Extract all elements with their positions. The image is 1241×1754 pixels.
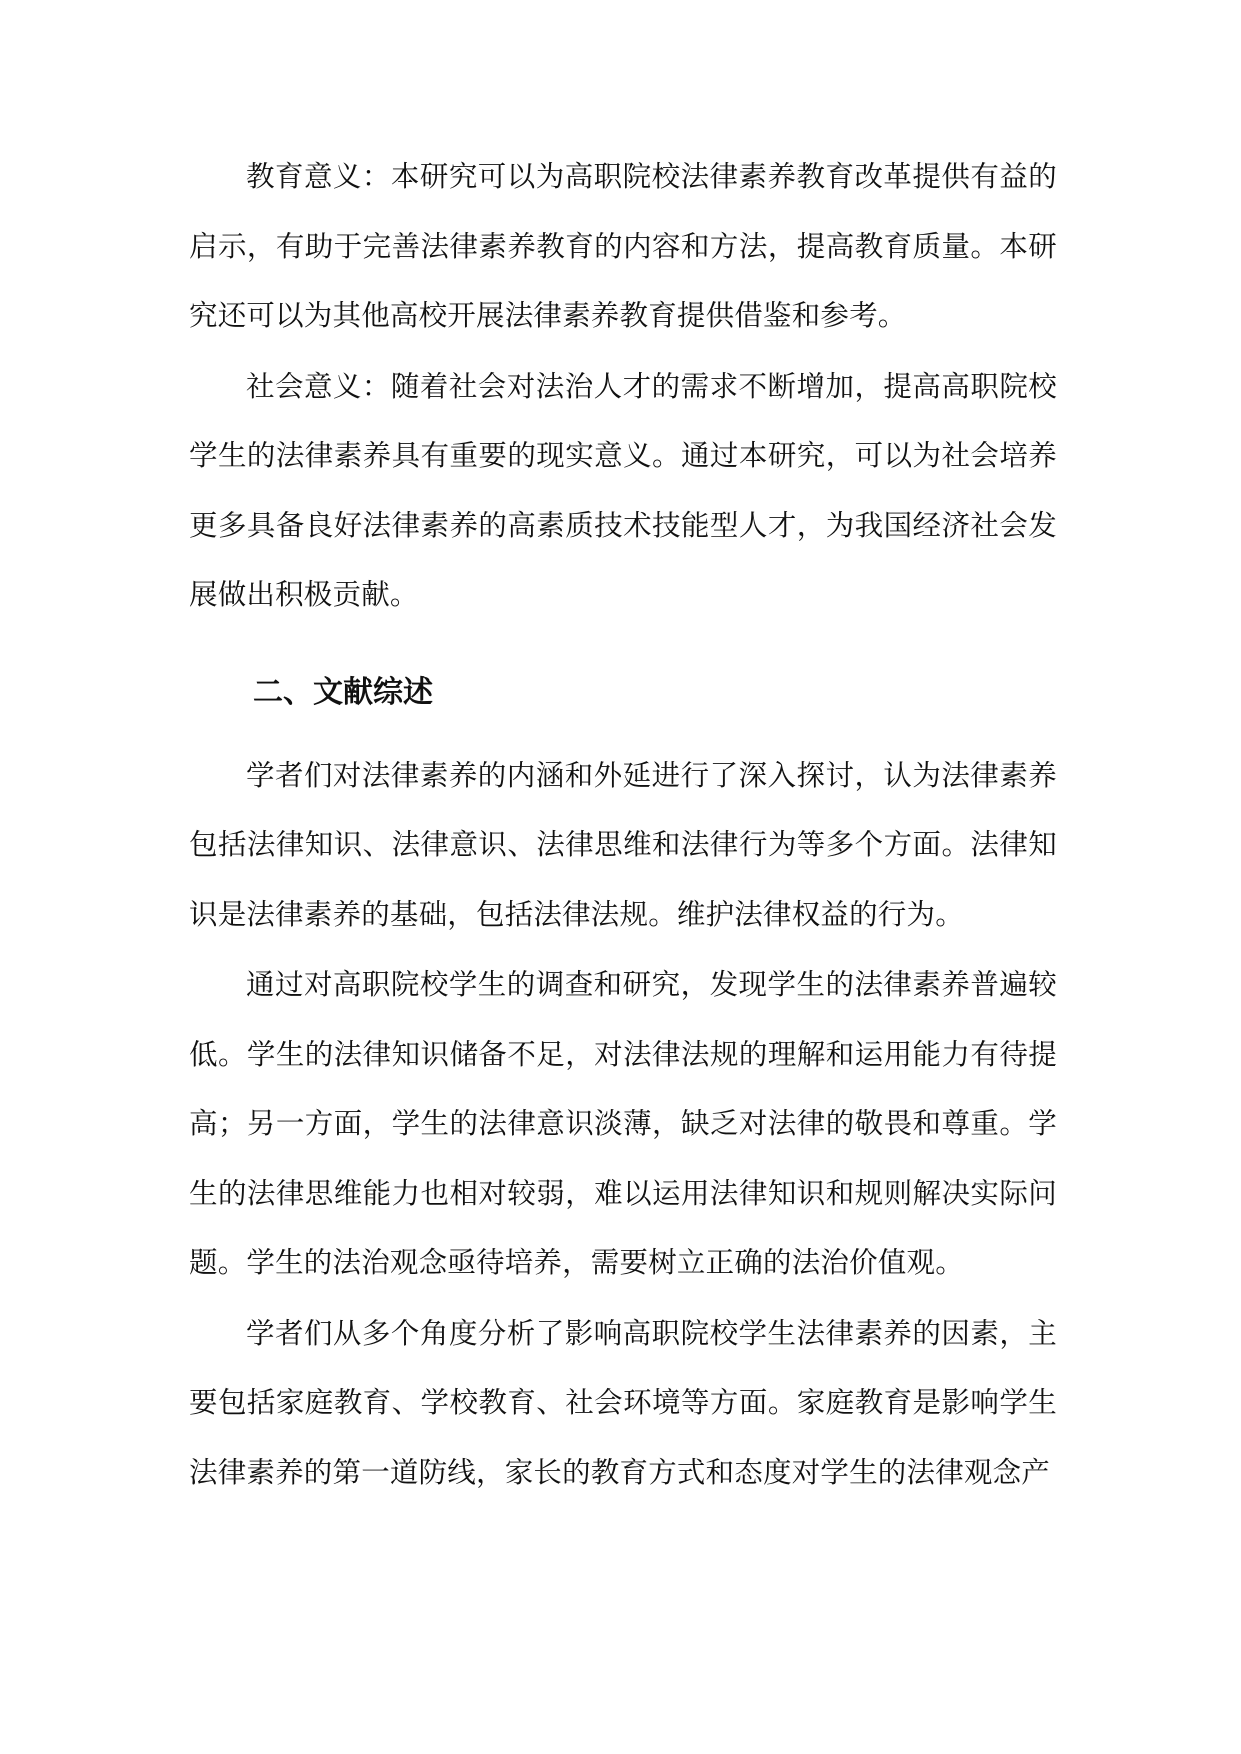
- paragraph-educational-significance: 教育意义：本研究可以为高职院校法律素养教育改革提供有益的启示，有助于完善法律素养教育的内容和方法，提高教育质量。本研究还可以为其他高校开展法律素养教育提供借鉴和参考。: [189, 160, 1057, 332]
- paragraph-legal-literacy-definition: 学者们对法律素养的内涵和外延进行了深入探讨，认为法律素养包括法律知识、法律意识、法律思维和法律行为等多个方面。法律知识是法律素养的基础，包括法律法规。维护法律权益的行为。: [189, 758, 1057, 931]
- paragraph-social-significance: 社会意义：随着社会对法治人才的需求不断增加，提高高职院校学生的法律素养具有重要的现实意义。通过本研究，可以为社会培养更多具备良好法律素养的高素质技术技能型人才，为我国经济社会发展做出积极贡献。: [189, 369, 1057, 611]
- paragraph-student-survey-findings: 通过对高职院校学生的调查和研究，发现学生的法律素养普遍较低。学生的法律知识储备不足，对法律法规的理解和运用能力有待提高；另一方面，学生的法律意识淡薄，缺乏对法律的敬畏和尊重。学生的法律思维能力也相对较弱，难以运用法律知识和规则解决实际问题。学生的法治观念亟待培养，需要树立正确的法治价值观。: [189, 968, 1057, 1279]
- paragraph-influencing-factors: 学者们从多个角度分析了影响高职院校学生法律素养的因素，主要包括家庭教育、学校教育、社会环境等方面。家庭教育是影响学生法律素养的第一道防线，家长的教育方式和态度对学生的法律观念产: [189, 1316, 1057, 1489]
- section-heading-literature-review: 二、文献综述: [253, 674, 433, 710]
- document-body: [189, 142, 1057, 1507]
